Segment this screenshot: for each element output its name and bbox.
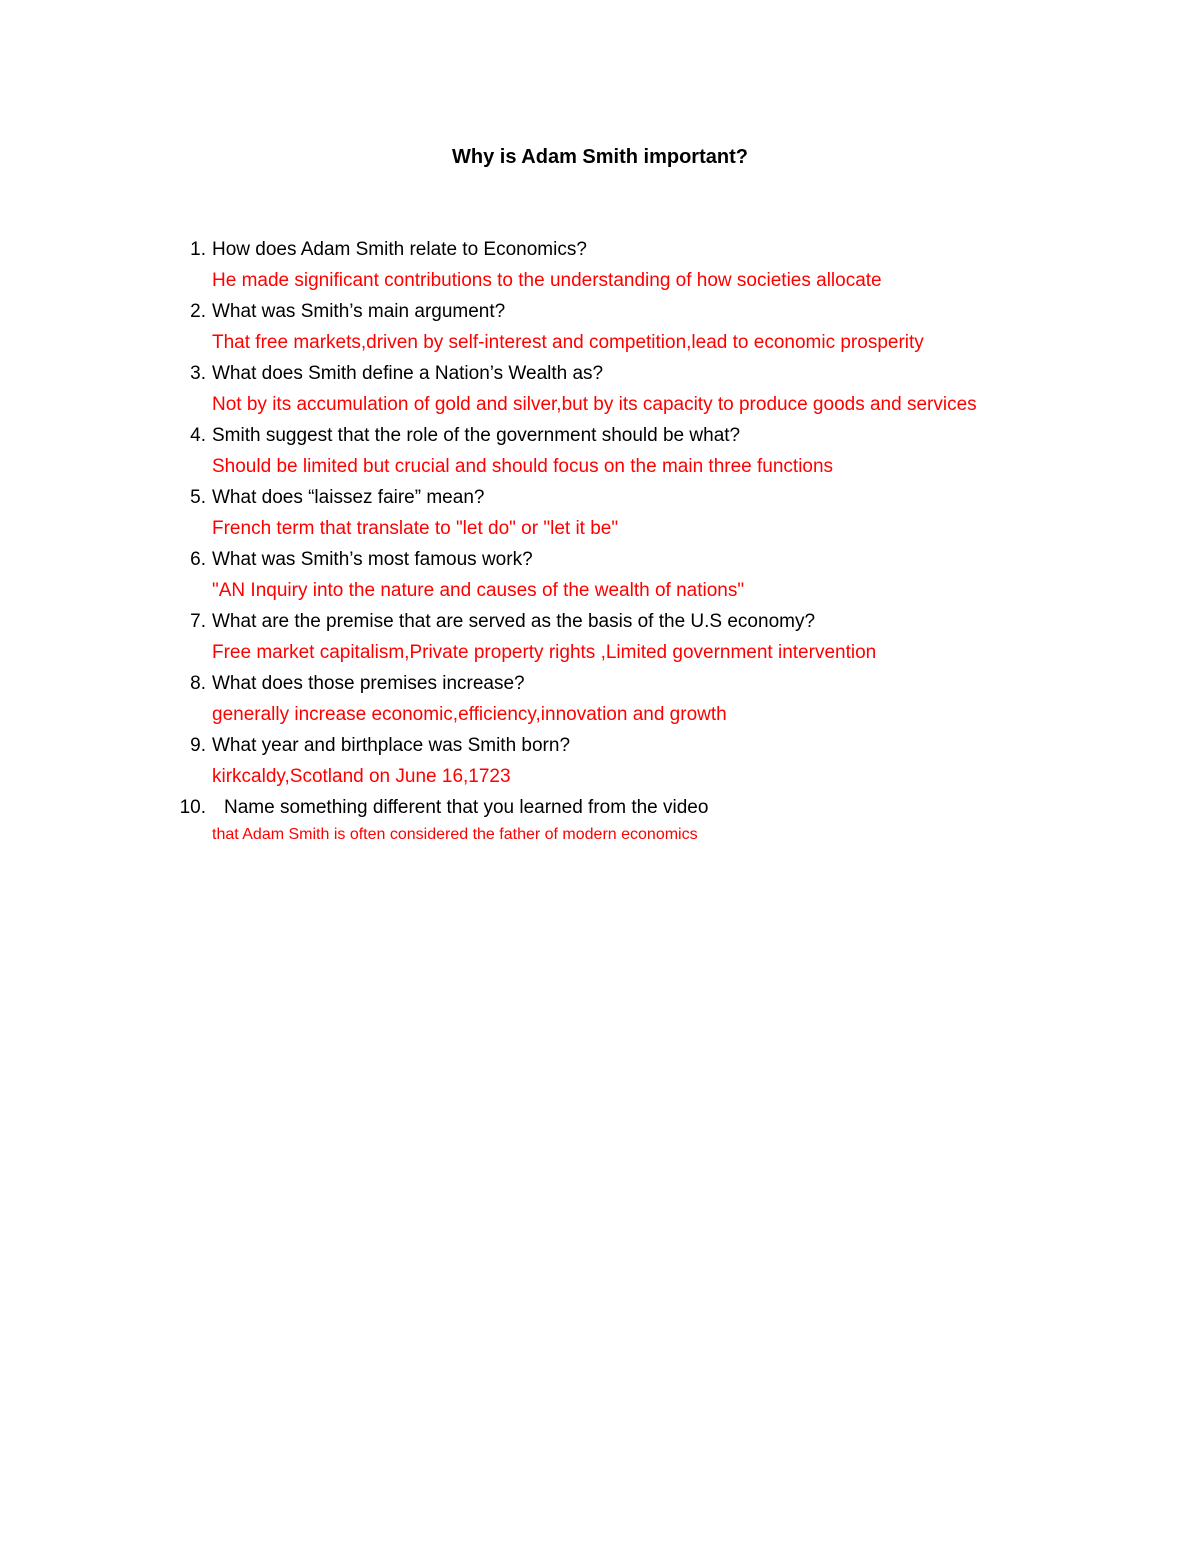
answer-text: He made significant contributions to the understanding of how societies allocate	[212, 270, 882, 291]
answer-text: Should be limited but crucial and should focus on the main three functions	[212, 456, 834, 477]
list-item	[170, 544, 1070, 606]
question-text: What was Smith’s most famous work?	[212, 549, 533, 570]
item-number: 5.	[190, 487, 206, 508]
item-number: 9.	[190, 735, 206, 756]
question-text: What year and birthplace was Smith born?	[212, 735, 571, 756]
answer-text: That free markets,driven by self-interest and competition,lead to economic prosperity	[212, 332, 924, 353]
list-item	[170, 482, 1070, 544]
answer-text: "AN Inquiry into the nature and causes of the wealth of nations"	[212, 580, 745, 601]
list-item	[170, 730, 1070, 792]
answer-text: that Adam Smith is often considered the father of modern economics	[212, 826, 698, 843]
question-text: What does Smith define a Nation’s Wealth as?	[212, 363, 604, 384]
answer-text: French term that translate to "let do" or "let it be"	[212, 518, 619, 539]
question-text: Name something different that you learned from the video	[224, 797, 709, 818]
list-item	[170, 296, 1070, 358]
item-number: 1.	[190, 239, 206, 260]
question-text: What does “laissez faire” mean?	[212, 487, 485, 508]
list-item	[170, 358, 1070, 420]
list-item	[170, 792, 1070, 847]
answer-text: Free market capitalism,Private property rights ,Limited government intervention	[212, 642, 877, 663]
item-number: 10.	[179, 797, 206, 818]
item-number: 2.	[190, 301, 206, 322]
page-title: Why is Adam Smith important?	[452, 146, 748, 168]
answer-text: generally increase economic,efficiency,innovation and growth	[212, 704, 727, 725]
question-text: Smith suggest that the role of the government should be what?	[212, 425, 741, 446]
question-list	[170, 234, 1070, 847]
item-number: 7.	[190, 611, 206, 632]
question-text: What was Smith’s main argument?	[212, 301, 506, 322]
list-item	[170, 420, 1070, 482]
list-item	[170, 234, 1070, 296]
list-item	[170, 668, 1070, 730]
question-text: What does those premises increase?	[212, 673, 525, 694]
item-number: 4.	[190, 425, 206, 446]
list-item	[170, 606, 1070, 668]
question-text: What are the premise that are served as the basis of the U.S economy?	[212, 611, 816, 632]
answer-text: Not by its accumulation of gold and silver,but by its capacity to produce goods and services	[212, 394, 977, 415]
question-text: How does Adam Smith relate to Economics?	[212, 239, 587, 260]
answer-text: kirkcaldy,Scotland on June 16,1723	[212, 766, 511, 787]
item-number: 6.	[190, 549, 206, 570]
item-number: 3.	[190, 363, 206, 384]
item-number: 8.	[190, 673, 206, 694]
